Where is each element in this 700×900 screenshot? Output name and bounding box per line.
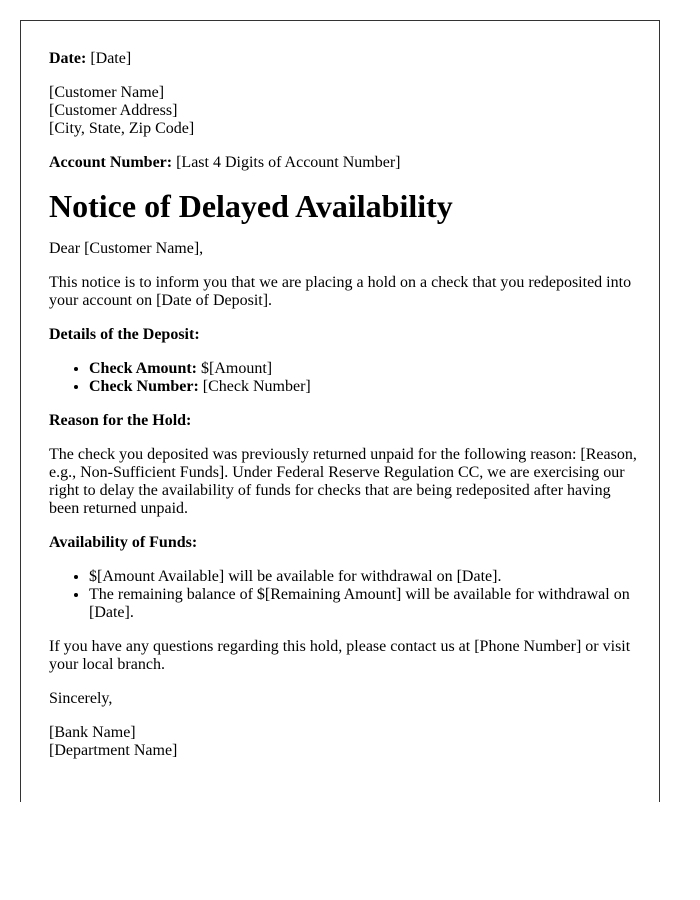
letter-title: Notice of Delayed Availability bbox=[49, 188, 453, 224]
intro-paragraph: This notice is to inform you that we are placing a hold on a check that you redeposited into your account on [Date of Deposit]. bbox=[49, 274, 632, 309]
customer-name: [Customer Name] bbox=[49, 84, 165, 101]
customer-city-state-zip: [City, State, Zip Code] bbox=[49, 120, 195, 137]
customer-address-block bbox=[49, 84, 639, 138]
availability-heading bbox=[49, 534, 639, 552]
greeting: Dear [Customer Name], bbox=[49, 240, 204, 257]
list-item bbox=[89, 378, 639, 396]
check-amount-value: $[Amount] bbox=[201, 360, 273, 377]
date-value: [Date] bbox=[90, 50, 132, 67]
customer-address: [Customer Address] bbox=[49, 102, 178, 119]
letter-page bbox=[20, 20, 660, 802]
department-name: [Department Name] bbox=[49, 742, 178, 759]
list-item: • $[Amount Available] will be available for withdrawal on [Date]. bbox=[89, 568, 639, 586]
reason-paragraph: The check you deposited was previously returned unpaid for the following reason: [Reason, e.g., Non-Sufficient Funds]. Under Federal Reserve Regulation CC, we are exercising our right to delay the availability of funds for checks that are being redeposited after having been returned unpaid. bbox=[49, 446, 637, 517]
reason-heading bbox=[49, 412, 639, 430]
closing: Sincerely, bbox=[49, 690, 113, 707]
reason-heading-text: Reason for the Hold: bbox=[49, 412, 192, 429]
letter-content bbox=[49, 50, 639, 776]
details-list bbox=[49, 360, 639, 396]
list-item: • The remaining balance of $[Remaining Amount] will be available for withdrawal on [Date]. bbox=[89, 586, 639, 622]
check-number-value: [Check Number] bbox=[202, 378, 311, 395]
availability-list bbox=[49, 568, 639, 622]
signature-block bbox=[49, 724, 639, 760]
date-line bbox=[49, 50, 639, 68]
account-number-value: [Last 4 Digits of Account Number] bbox=[176, 154, 401, 171]
account-number-label: Account Number: bbox=[49, 154, 173, 171]
availability-heading-text: Availability of Funds: bbox=[49, 534, 198, 551]
contact-paragraph: If you have any questions regarding this hold, please contact us at [Phone Number] or visit your local branch. bbox=[49, 638, 631, 673]
check-amount-label: Check Amount: bbox=[89, 360, 198, 377]
list-item bbox=[89, 360, 639, 378]
details-heading bbox=[49, 326, 639, 344]
account-number-line bbox=[49, 154, 639, 172]
details-heading-text: Details of the Deposit: bbox=[49, 326, 200, 343]
bank-name: [Bank Name] bbox=[49, 724, 136, 741]
date-label: Date: bbox=[49, 50, 87, 67]
check-number-label: Check Number: bbox=[89, 378, 199, 395]
